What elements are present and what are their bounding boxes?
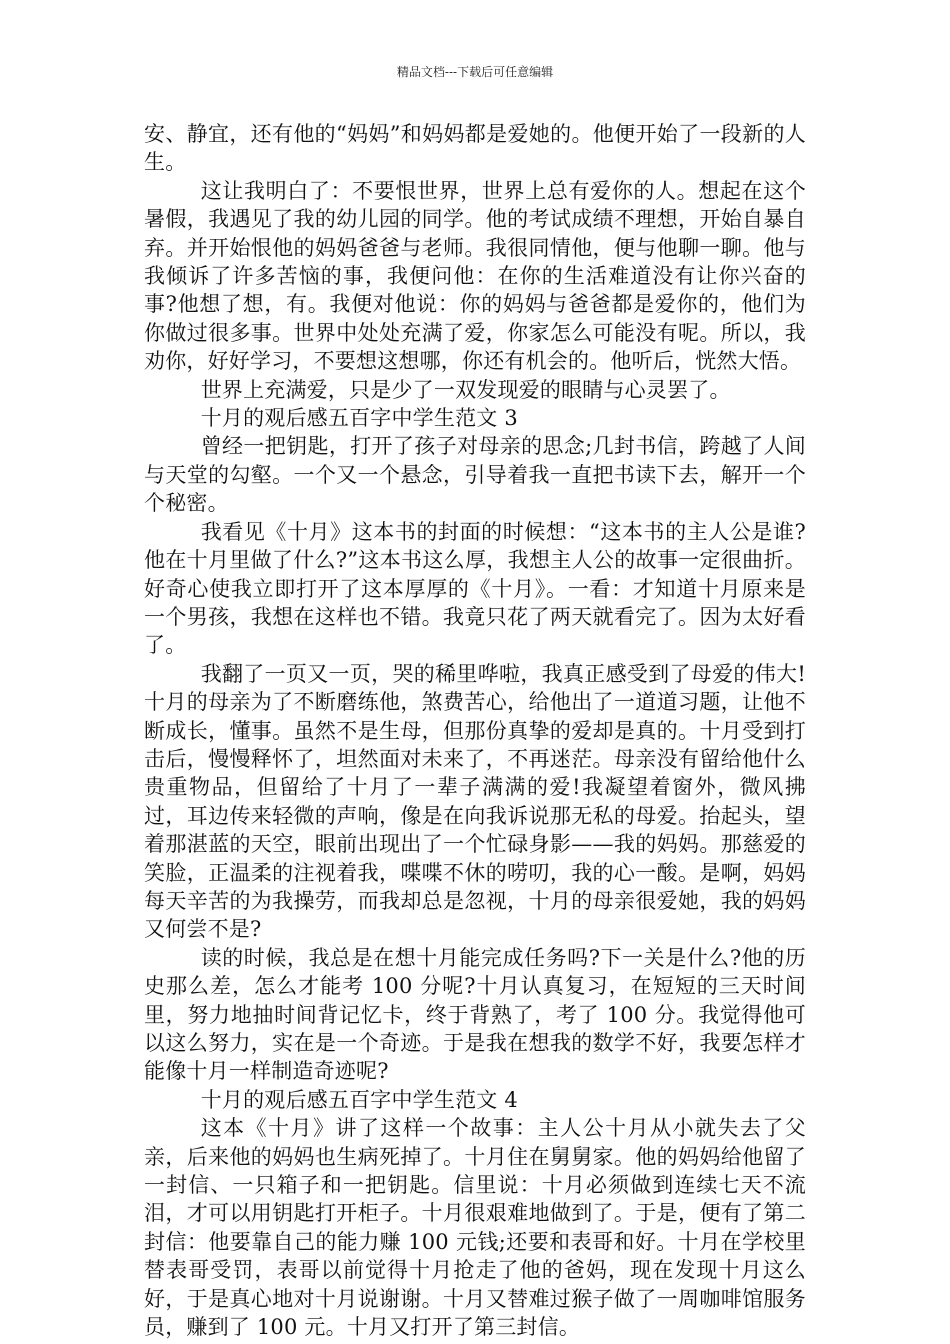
paragraph: 世界上充满爱，只是少了一双发现爱的眼睛与心灵罢了。 [200,377,731,402]
section-heading: 十月的观后感五百字中学生范文 4 [200,1087,518,1112]
paragraph: 我翻了一页又一页，哭的稀里哗啦，我真正感受到了母爱的伟大!十月的母亲为了不断磨练他，煞费苦心，给他出了一道道习题，让他不断成长，懂事。虽然不是生母，但那份真挚的爱却是真的。十月受到打击后，慢慢释怀了，坦然面对未来了，不再迷茫。母亲没有留给他什么贵重物品，但留给了十月了一辈子满满的爱!我凝望着窗外，微风拂过，耳边传来轻微的声响，像是在向我诉说那无私的母爱。抬起头，望着那湛蓝的天空，眼前出现出了一个忙碌身影——我的妈妈。那慈爱的笑脸，正温柔的注视着我，喋喋不休的唠叨，我的心一酸。是啊，妈妈每天辛苦的为我操劳，而我却总是忽视，十月的母亲很爱她，我的妈妈又何尝不是? [144,661,806,942]
paragraph: 读的时候，我总是在想十月能完成任务吗?下一关是什么?他的历史那么差，怎么才能考 100 分呢?十月认真复习，在短短的三天时间里，努力地抽时间背记忆卡，终于背熟了，考了 100 分。我觉得他可以这么努力，实在是一个奇迹。于是我在想我的数学不好，我要怎样才能像十月一样制造奇迹呢? [144,945,806,1084]
section-heading: 十月的观后感五百字中学生范文 3 [200,406,518,431]
page-header: 精品文档---下载后可任意编辑 [396,65,554,79]
document-body [144,120,806,1341]
paragraph: 这让我明白了：不要恨世界，世界上总有爱你的人。想起在这个暑假，我遇见了我的幼儿园的同学。他的考试成绩不理想，开始自暴自弃。并开始恨他的妈妈爸爸与老师。我很同情他，便与他聊一聊。他与我倾诉了许多苦恼的事，我便问他：在你的生活难道没有让你兴奋的事?他想了想，有。我便对他说：你的妈妈与爸爸都是爱你的，他们为你做过很多事。世界中处处充满了爱，你家怎么可能没有呢。所以，我劝你，好好学习，不要想这想哪，你还有机会的。他听后，恍然大悟。 [144,178,806,374]
paragraph: 这本《十月》讲了这样一个故事：主人公十月从小就失去了父亲，后来他的妈妈也生病死掉了。十月住在舅舅家。他的妈妈给他留了一封信、一只箱子和一把钥匙。信里说：十月必须做到连续七天不流泪，才可以用钥匙打开柜子。十月很艰难地做到了。于是，便有了第二封信：他要靠自己的能力赚 100 元钱;还要和表哥和好。十月在学校里替表哥受罚，表哥以前觉得十月抢走了他的爸妈，现在发现十月这么好，于是真心地对十月说谢谢。十月又替难过猴子做了一周咖啡馆服务员，赚到了 100 元。十月又打开了第三封信。 [144,1116,806,1340]
paragraph: 曾经一把钥匙，打开了孩子对母亲的思念;几封书信，跨越了人间与天堂的勾壑。一个又一个悬念，引导着我一直把书读下去，解开一个个秘密。 [144,434,806,516]
paragraph-continuation: 安、静宜，还有他的“妈妈”和妈妈都是爱她的。他便开始了一段新的人生。 [144,122,806,175]
paragraph: 我看见《十月》这本书的封面的时候想：“这本书的主人公是谁?他在十月里做了什么?”这本书这么厚，我想主人公的故事一定很曲折。好奇心使我立即打开了这本厚厚的《十月》。一看：才知道十月原来是一个男孩，我想在这样也不错。我竟只花了两天就看完了。因为太好看了。 [144,519,806,658]
